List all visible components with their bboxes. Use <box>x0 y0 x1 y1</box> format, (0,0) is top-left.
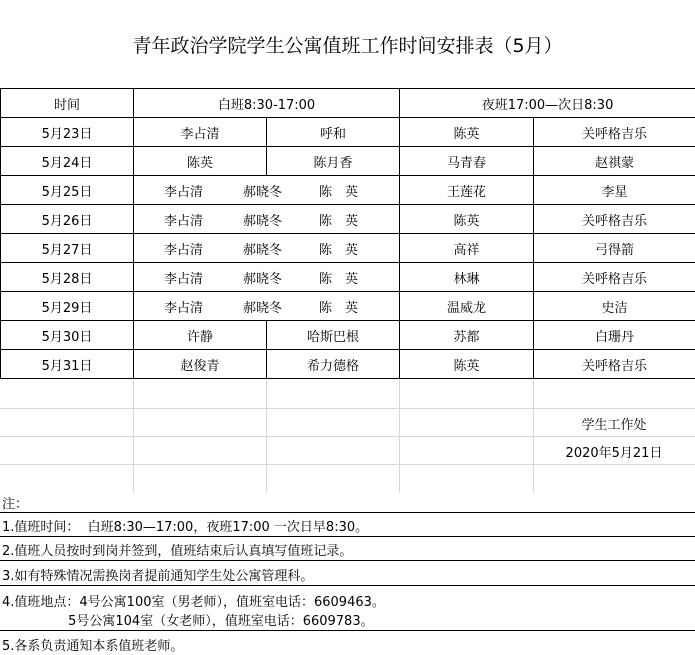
header-day-shift[interactable]: 白班8:30-17:00 <box>134 89 400 118</box>
date-cell[interactable]: 5月30日 <box>1 321 134 350</box>
night-staff-cell[interactable]: 关呼格吉乐 <box>534 118 695 147</box>
staff-name: 陈 英 <box>319 300 359 316</box>
day-staff-cell[interactable]: 呼和 <box>267 118 400 147</box>
table-row <box>1 234 695 263</box>
night-staff-cell[interactable]: 林琳 <box>400 263 534 292</box>
page-title: 青年政治学院学生公寓值班工作时间安排表（5月） <box>0 0 695 88</box>
staff-name: 郝晓冬 <box>243 242 283 258</box>
staff-name: 李占清 <box>164 300 204 316</box>
note-item[interactable]: 4.值班地点：4号公寓100室（男老师），值班室电话：6609463。 <box>2 595 385 610</box>
row-divider <box>0 585 695 586</box>
note-item[interactable]: 5.各系负责通知本系值班老师。 <box>2 639 184 654</box>
table-row <box>1 205 695 234</box>
day-staff-cell[interactable]: 希力德格 <box>267 350 400 379</box>
day-staff-cell[interactable]: 许静 <box>134 321 267 350</box>
staff-name: 李占清 <box>164 271 204 287</box>
signature-org[interactable]: 学生工作处 <box>581 417 647 433</box>
night-staff-cell[interactable]: 赵祺蒙 <box>534 147 695 176</box>
header-row <box>1 89 695 118</box>
table-row <box>1 263 695 292</box>
day-staff-cell[interactable]: 陈英 <box>134 147 267 176</box>
night-staff-cell[interactable]: 关呼格吉乐 <box>534 263 695 292</box>
table-row <box>1 118 695 147</box>
day-staff-cell[interactable]: 李占清 <box>134 118 267 147</box>
night-staff-cell[interactable]: 陈英 <box>400 350 534 379</box>
staff-name: 郝晓冬 <box>243 184 283 200</box>
row-divider <box>0 560 695 561</box>
day-staff-cell[interactable]: 赵俊青 <box>134 350 267 379</box>
staff-name: 陈 英 <box>319 184 359 200</box>
schedule-table <box>0 88 695 379</box>
night-staff-cell[interactable]: 白珊丹 <box>534 321 695 350</box>
night-staff-cell[interactable]: 李星 <box>534 176 695 205</box>
night-staff-cell[interactable]: 关呼格吉乐 <box>534 350 695 379</box>
night-staff-cell[interactable]: 王莲花 <box>400 176 534 205</box>
night-staff-cell[interactable]: 史洁 <box>534 292 695 321</box>
table-row <box>1 292 695 321</box>
night-staff-cell[interactable]: 陈英 <box>400 118 534 147</box>
date-cell[interactable]: 5月29日 <box>1 292 134 321</box>
note-item[interactable]: 2.值班人员按时到岗并签到，值班结束后认真填写值班记录。 <box>2 544 353 559</box>
date-cell[interactable]: 5月26日 <box>1 205 134 234</box>
night-staff-cell[interactable]: 弓得箭 <box>534 234 695 263</box>
day-staff-cell[interactable] <box>134 205 400 234</box>
note-item[interactable]: 5号公寓104室（女老师），值班室电话：6609783。 <box>2 614 374 629</box>
staff-name: 陈 英 <box>319 213 359 229</box>
night-staff-cell[interactable]: 陈英 <box>400 205 534 234</box>
date-cell[interactable]: 5月27日 <box>1 234 134 263</box>
date-cell[interactable]: 5月23日 <box>1 118 134 147</box>
date-cell[interactable]: 5月31日 <box>1 350 134 379</box>
table-row <box>1 147 695 176</box>
date-cell[interactable]: 5月28日 <box>1 263 134 292</box>
header-night-shift[interactable]: 夜班17:00—次日8:30 <box>400 89 695 118</box>
note-item[interactable]: 1.值班时间： 白班8:30—17:00，夜班17:00 一次日早8:30。 <box>2 520 369 535</box>
note-item[interactable]: 3.如有特殊情况需换岗者提前通知学生处公寓管理科。 <box>2 569 314 584</box>
night-staff-cell[interactable]: 温威龙 <box>400 292 534 321</box>
table-row <box>1 176 695 205</box>
staff-name: 郝晓冬 <box>243 271 283 287</box>
day-staff-cell[interactable] <box>134 263 400 292</box>
row-divider <box>0 512 695 513</box>
table-row <box>1 350 695 379</box>
night-staff-cell[interactable]: 高祥 <box>400 234 534 263</box>
day-staff-cell[interactable] <box>134 292 400 321</box>
row-divider <box>0 536 695 537</box>
staff-name: 陈 英 <box>319 271 359 287</box>
staff-name: 郝晓冬 <box>243 300 283 316</box>
night-staff-cell[interactable]: 苏都 <box>400 321 534 350</box>
day-staff-cell[interactable] <box>134 176 400 205</box>
day-staff-cell[interactable]: 陈月香 <box>267 147 400 176</box>
staff-name: 李占清 <box>164 213 204 229</box>
date-cell[interactable]: 5月24日 <box>1 147 134 176</box>
table-row <box>1 321 695 350</box>
notes-heading[interactable]: 注： <box>2 497 29 512</box>
header-time[interactable]: 时间 <box>1 89 134 118</box>
day-staff-cell[interactable]: 哈斯巴根 <box>267 321 400 350</box>
staff-name: 李占清 <box>164 184 204 200</box>
signature-date[interactable]: 2020年5月21日 <box>565 445 663 461</box>
night-staff-cell[interactable]: 关呼格吉乐 <box>534 205 695 234</box>
staff-name: 郝晓冬 <box>243 213 283 229</box>
night-staff-cell[interactable]: 马青春 <box>400 147 534 176</box>
date-cell[interactable]: 5月25日 <box>1 176 134 205</box>
staff-name: 李占清 <box>164 242 204 258</box>
day-staff-cell[interactable] <box>134 234 400 263</box>
row-divider <box>0 630 695 631</box>
staff-name: 陈 英 <box>319 242 359 258</box>
